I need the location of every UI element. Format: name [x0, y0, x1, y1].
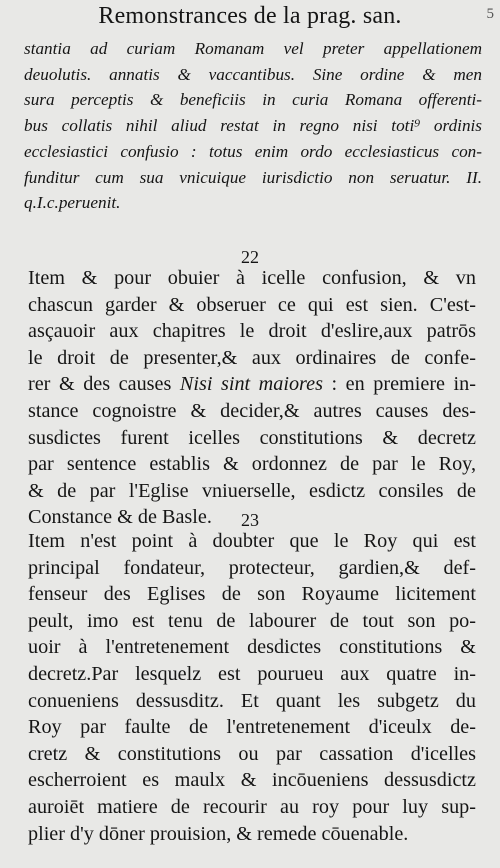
- paragraph-23-line: escherroient es maulx & incōueniens dessusdictz: [28, 769, 476, 792]
- latin-line: stantia ad curiam Romanam vel preter appellationem: [24, 39, 482, 58]
- paragraph-22-line: [28, 371, 476, 398]
- paragraph-23-line: decretz.Par lesquelz est pourueu aux quatre in-: [28, 662, 476, 685]
- paragraph-22-line: par sentence establis & ordonnez de par le Roy,: [28, 453, 476, 476]
- paragraph-23-line: fenseur des Eglises de son Royaume licitement: [28, 583, 476, 606]
- latin-line: funditur cum sua vnicuique iurisdictio non seruatur. II.: [24, 167, 482, 187]
- paragraph-22-line: le droit de presenter,& aux ordinaires de confe-: [28, 346, 476, 369]
- paragraph-22-line: stance cognoistre & decider,& autres causes des-: [28, 399, 476, 422]
- paragraph-23-line: auroiēt matiere de recourir au roy pour luy sup-: [28, 795, 476, 818]
- paragraph-22-text-run: rer & des causes: [28, 373, 180, 396]
- paragraph-22-text-run: : en premiere in-: [322, 373, 476, 396]
- paragraph-22-italic-phrase: Nisi sint maiores: [179, 373, 323, 396]
- paragraph-23-line: uoir à l'entretenement desdictes constitutions &: [28, 636, 476, 659]
- paragraph-23: [28, 528, 476, 847]
- paragraph-22-line: & de par l'Eglise vniuerselle, esdictz consiles de: [28, 479, 476, 502]
- latin-line: bus collatis nihil aliud restat in regno nisi toti⁹ ordinis: [24, 116, 482, 136]
- latin-citation-block: [24, 36, 482, 216]
- section-number-23: 23: [241, 510, 259, 530]
- section-number-22: 22: [241, 247, 259, 267]
- paragraph-22: [28, 265, 476, 531]
- paragraph-23-line: peult, imo est tenu de labourer de tout son po-: [28, 609, 476, 632]
- paragraph-22-line: asçauoir aux chapitres le droit d'eslire,aux patrōs: [28, 320, 476, 343]
- latin-line: ecclesiastici confusio : totus enim ordo ecclesiasticus con-: [24, 141, 482, 161]
- folio-mark: 5: [486, 6, 494, 22]
- paragraph-23-line: principal fondateur, protecteur, gardien,& def-: [28, 556, 476, 579]
- paragraph-22-line: Constance & de Basle.: [28, 506, 212, 529]
- running-head: Remonstrances de la prag. san.: [98, 3, 402, 29]
- paragraph-23-line: Roy par faulte de l'entretenement d'iceulx de-: [28, 716, 476, 739]
- latin-line: sura perceptis & beneficiis in curia Romana offerenti-: [24, 90, 482, 110]
- latin-line: deuolutis. annatis & vaccantibus. Sine ordine & men: [24, 64, 482, 84]
- paragraph-23-line: plier d'y dōner prouision, & remede cōuenable.: [28, 822, 409, 845]
- latin-line: q.I.c.peruenit.: [24, 193, 121, 213]
- paragraph-23-line: cretz & constitutions ou par cassation d'icelles: [28, 742, 476, 765]
- paragraph-22-line: Item & pour obuier à icelle confusion, & vn: [28, 267, 476, 289]
- paragraph-23-line: Item n'est point à doubter que le Roy qui est: [28, 530, 476, 552]
- paragraph-22-line: susdictes furent icelles constitutions & decretz: [28, 426, 476, 449]
- paragraph-23-line: conueniens dessusditz. Et quant les subgetz du: [28, 689, 476, 712]
- paragraph-22-line: chascun garder & obseruer ce qui est sien. C'est-: [28, 293, 476, 316]
